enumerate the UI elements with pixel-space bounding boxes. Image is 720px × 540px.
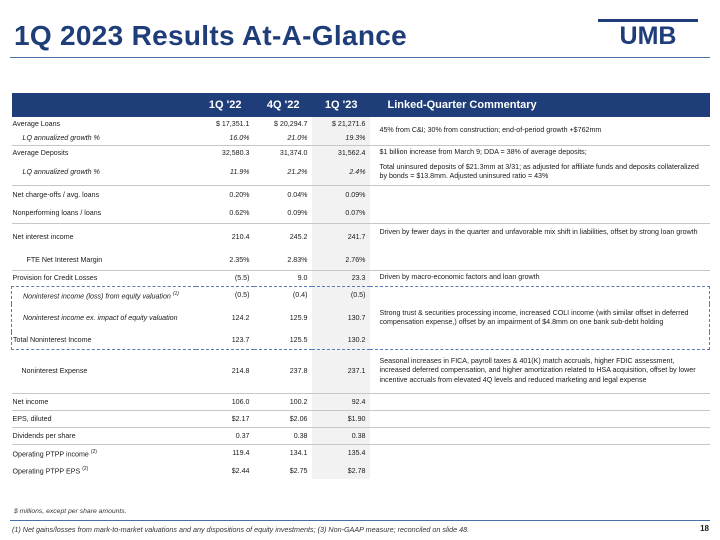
value-1q22: 16.0% [229, 133, 250, 142]
value-1q22: $2.17 [196, 410, 254, 427]
value-4q22: 9.0 [254, 270, 312, 286]
value-1q23: 0.38 [312, 427, 370, 444]
footer-rule [10, 520, 710, 521]
value-4q22: 125.5 [254, 332, 312, 349]
value-1q22: 210.4 [196, 223, 254, 250]
value-1q22: 214.8 [231, 367, 250, 375]
value-4q22: 21.0% [287, 133, 308, 142]
value-4q22: $ 20,294.7 [273, 120, 308, 128]
value-4q22: 245.2 [254, 223, 312, 250]
value-1q23: $1.90 [312, 410, 370, 427]
table-row [12, 270, 710, 286]
commentary-provision: Driven by macro-economic factors and loan growth [370, 270, 710, 286]
value-1q23: 19.3% [312, 131, 370, 145]
value-1q23: 23.3 [312, 270, 370, 286]
table-row [12, 393, 710, 410]
header-4q22: 4Q '22 [254, 93, 312, 117]
value-1q23: $2.78 [312, 462, 370, 479]
value-1q22: 11.9% [229, 168, 250, 177]
value-4q22: 100.2 [254, 393, 312, 410]
value-1q22: 2.35% [229, 255, 250, 264]
row-label: Noninterest income (loss) from equity valuation $^{(1)}$ [12, 286, 196, 304]
value-1q22: $ 17,351.1 [215, 120, 250, 128]
commentary-loans: 45% from C&I; 30% from construction; end-of-period growth +$762mm [379, 126, 602, 134]
commentary-uninsured: Total uninsured deposits of $21.3mm at 3/31; as adjusted for affiliate funds and deposits collateralized by bonds = $13.8mm. Adjusted uninsured ratio = 43% [379, 162, 699, 181]
value-4q22: 0.04% [254, 185, 312, 204]
table-row [12, 145, 710, 160]
row-label: Provision for Credit Losses [12, 270, 196, 286]
table-row [12, 286, 710, 304]
value-1q22: 32,580.3 [196, 145, 254, 160]
results-table [11, 93, 710, 479]
row-label: Average Loans [12, 120, 61, 128]
header-rule [10, 57, 710, 58]
row-label: Operating PTPP EPS $^{(2)}$ [12, 465, 89, 476]
units-note: $ millions, except per share amounts. [14, 508, 127, 515]
page-number: 18 [700, 524, 709, 533]
value-4q22: 125.9 [289, 314, 308, 322]
value-4q22: 237.8 [289, 367, 308, 375]
value-1q23: 0.07% [312, 204, 370, 223]
logo-text: UMB [619, 22, 677, 47]
commentary-noninterest: Strong trust & securities processing income, increased COLI income (with similar offset in deferred compensation expense,) offset by an impairment of $4.8mm on one bank sub-debt holding [370, 304, 710, 332]
table-row [12, 250, 710, 270]
row-label: FTE Net Interest Margin [26, 255, 103, 264]
value-4q22: 134.1 [254, 444, 312, 462]
value-1q23: (0.5) [312, 286, 370, 304]
value-1q23: $ 21,271.6 [312, 117, 370, 131]
value-4q22: $2.75 [289, 466, 308, 475]
table-row [12, 223, 710, 250]
header-1q22: 1Q '22 [196, 93, 254, 117]
value-1q22: 119.4 [196, 444, 254, 462]
value-1q23: 31,562.4 [312, 145, 370, 160]
row-label: Nonperforming loans / loans [12, 209, 102, 218]
header-1q23: 1Q '23 [312, 93, 370, 117]
table-row [12, 204, 710, 223]
footnote: (1) Net gains/losses from mark-to-market valuations and any dispositions of equity investments; (3) Non-GAAP measure; reconciled on slide 48. [12, 525, 470, 534]
value-1q23: 2.76% [312, 250, 370, 270]
value-1q23: 0.09% [312, 185, 370, 204]
row-label: Net interest income [12, 223, 196, 250]
value-4q22: 31,374.0 [254, 145, 312, 160]
value-1q22: 123.7 [196, 332, 254, 349]
value-1q22: 106.0 [196, 393, 254, 410]
table-row [12, 427, 710, 444]
row-label: Noninterest Expense [21, 367, 88, 375]
value-1q22: 124.2 [231, 314, 250, 322]
value-4q22: 21.2% [287, 168, 308, 177]
page-title: 1Q 2023 Results At-A-Glance [14, 20, 407, 51]
table-row [12, 160, 710, 185]
value-1q22: (5.5) [196, 270, 254, 286]
table-header-row [12, 93, 710, 117]
row-label: LQ annualized growth % [22, 133, 100, 142]
row-label: Net charge-offs / avg. loans [12, 185, 196, 204]
umb-logo [598, 19, 698, 47]
value-4q22: 2.83% [287, 255, 308, 264]
value-1q22: 0.37 [196, 427, 254, 444]
value-1q23: 241.7 [312, 223, 370, 250]
value-1q23: 237.1 [312, 349, 370, 393]
table-row [12, 462, 710, 479]
commentary-expense: Seasonal increases in FICA, payroll taxes & 401(K) match accruals, higher FDIC assessment, increased deferred compensation, and higher amortization related to HSA acquisition, offset by lower incentive accruals from elevated 4Q levels and reduced marketing and legal expense [379, 356, 696, 384]
header-label [12, 93, 196, 117]
table-row [12, 117, 710, 131]
value-4q22: 0.38 [254, 427, 312, 444]
value-4q22: (0.4) [254, 286, 312, 304]
commentary-deposits: $1 billion increase from March 9; DDA = 38% of average deposits; [370, 145, 710, 160]
value-1q23: 130.7 [312, 304, 370, 332]
table-row [12, 444, 710, 462]
value-4q22: $2.06 [254, 410, 312, 427]
table-row [12, 332, 710, 349]
value-1q22: 0.62% [229, 209, 250, 218]
row-label: EPS, diluted [12, 410, 196, 427]
table-row [12, 349, 710, 393]
value-1q23: 92.4 [312, 393, 370, 410]
value-1q23: 2.4% [312, 160, 370, 185]
value-1q22: 0.20% [196, 185, 254, 204]
row-label: Net income [12, 393, 196, 410]
value-1q22: $2.44 [231, 466, 250, 475]
header-commentary: Linked-Quarter Commentary [370, 93, 710, 117]
row-label: Noninterest income ex. impact of equity valuation [12, 304, 196, 332]
value-1q22: (0.5) [196, 286, 254, 304]
row-label: Total Noninterest Income [12, 332, 196, 349]
commentary-nii: Driven by fewer days in the quarter and unfavorable mix shift in liabilities, offset by strong loan growth [370, 223, 710, 250]
value-4q22: 0.09% [287, 209, 308, 218]
row-label: Average Deposits [12, 145, 196, 160]
row-label: LQ annualized growth % [22, 168, 100, 177]
table-row [12, 410, 710, 427]
row-label: Dividends per share [12, 427, 196, 444]
value-1q23: 135.4 [312, 444, 370, 462]
value-1q23: 130.2 [312, 332, 370, 349]
table-row [12, 304, 710, 332]
table-row [12, 185, 710, 204]
row-label: Operating PTPP income $^{(2)}$ [12, 444, 196, 462]
